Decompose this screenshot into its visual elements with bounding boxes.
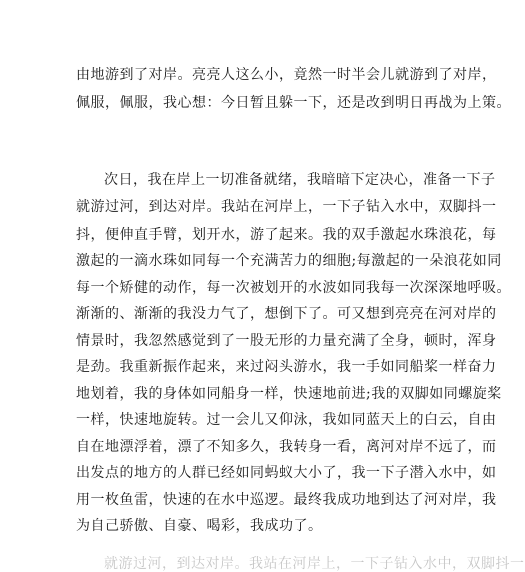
text-line-4: 就游过河，到达对岸。我站在河岸上，一下子钻入水中，双脚抖一 bbox=[76, 199, 497, 215]
bleed-through-line: 就游过河，到达对岸。我站在河岸上，一下子钻入水中，双脚抖一 bbox=[104, 556, 525, 572]
text-line-14: 出发点的地方的人群已经如同蚂蚁大小了，我一下子潜入水中，如 bbox=[76, 465, 497, 481]
text-line-10: 是劲。我重新振作起来，来过闷头游水，我一手如同船桨一样奋力 bbox=[76, 359, 497, 375]
text-line-5: 抖，便伸直手臂，划开水，游了起来。我的双手激起水珠浪花，每 bbox=[76, 227, 497, 243]
text-line-9: 情景时，我忽然感觉到了一股无形的力量充满了全身，顿时，浑身 bbox=[76, 333, 497, 349]
text-line-6: 激起的一滴水珠如同每一个充满苦力的细胞;每激起的一朵浪花如同 bbox=[76, 253, 502, 269]
text-line-13: 自在地漂浮着，漂了不知多久，我转身一看，离河对岸不远了，而 bbox=[76, 439, 497, 455]
text-line-11: 地划着，我的身体如同船身一样，快速地前进;我的双脚如同螺旋桨 bbox=[76, 386, 502, 402]
bleed-through-text bbox=[104, 556, 525, 572]
text-line-8: 渐渐的、渐渐的我没力气了，想倒下了。可又想到亮亮在河对岸的 bbox=[76, 306, 497, 322]
text-line-1: 由地游到了对岸。亮亮人这么小，竟然一时半会儿就游到了对岸， bbox=[76, 67, 497, 83]
text-line-12: 一样，快速地旋转。过一会儿又仰泳，我如同蓝天上的白云，自由 bbox=[76, 412, 497, 428]
text-line-16: 为自己骄傲、自豪、喝彩，我成功了。 bbox=[76, 518, 323, 534]
text-line-7: 每一个矫健的动作，每一次被划开的水波如同我每一次深深地呼吸。 bbox=[76, 280, 511, 296]
text-line-2: 佩服，佩服，我心想：今日暂且躲一下，还是改到明日再战为上策。 bbox=[76, 95, 511, 111]
paragraph-first-line: 次日，我在岸上一切准备就绪，我暗暗下定决心，准备一下子 bbox=[104, 172, 496, 188]
text-line-15: 用一枚鱼雷，快速的在水中巡逻。最终我成功地到达了河对岸，我 bbox=[76, 492, 497, 508]
